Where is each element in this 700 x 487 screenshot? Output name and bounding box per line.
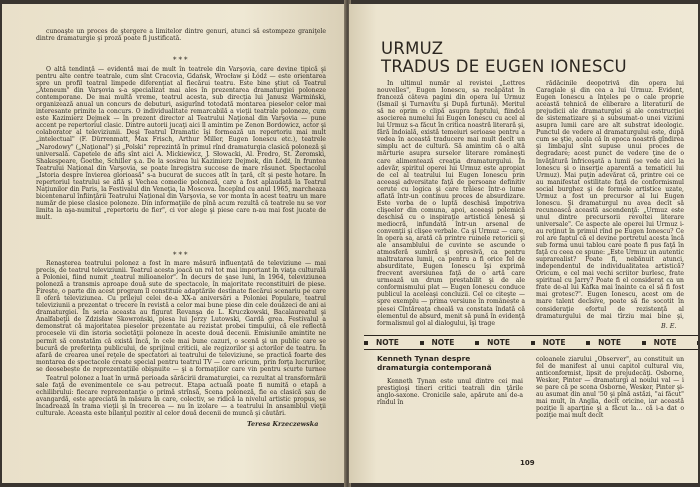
bullet-icon	[420, 341, 424, 345]
notes-band-label: NOTE	[586, 336, 630, 349]
note-column-1: Kenneth Tynan este unul dintre cei mai prestigioşi tineri critici teatrali din ţările anglo-saxone. Cronicile sale, apărute ani de-a rîndul în	[377, 378, 523, 407]
article-column-2: rădăcinile deopotrivă din opera lui Caragiale şi din cea a lui Urmuz. Evident, Eugen Ionescu a înţeles pe o cale proprie această tehnică de eliberare a literaturii de prejudicii ale dramaturgiei şi ale construcţiei de sistematizare şi a subsumat-o unei viziuni asupra lumii care are alt substrat ideologic. Punctul de vedere al dramaturgului este, după cum se ştie, acela că în epoca noastră gîndirea şi limbajul sînt supuse unui proces de degradare; acest punct de vedere ţine de o învăţătură înfricoşată a lumii (se vede aici la Ionescu şi o inserţie aparentă a tematicii lui Urmuz). Mai puţin adevărat că, printre cei ce au manifestat ostilitate faţă de conformismul social burghez şi de formele artistice uzate, Urmuz a fost un precursor al lui Eugen Ionescu. Şi dramaturgul nu avea decît să recunoască această ascendenţă: „Urmuz este unul dintre precursorii revoltei literare universale". Ce aspecte ale operei lui Urmuz i-au reţinut în primul rînd pe Eugen Ionescu? Ce rol are faptul că el devine portretul acesta încă sub forma unui tablou care poate fi pus faţă în faţă cu ceea ce spune: „Este Urmuz un autentic suprarealist? Poate fi, nebănuit atunci, independentul de individualitatea artistică? Oricum, e cel mai vechi scriitor burlesc, frate spiritual cu Jarry? Poate fi el considerat ca un frate de-al lui Kafka mai înainte ca el să fi fost mai grotesc?". Eugen Ionescu, acest om de mare talent decîsive, poate să fie socotit în consideraţie efortul de rezistenţă al dramaturgului de mai tîrziu mai bine şi,	[536, 80, 684, 320]
notes-band-label: NOTE	[642, 336, 686, 349]
notes-band-label	[697, 336, 698, 349]
body-paragraph-theatre-profiles: O altă tendinţă — evidentă mai de mult în teatrele din Varşovia, care devine tipică şi pentru alte centre teatrale, cum sînt Cracovia, Gdańsk, Wrocław şi Łódź — este orientarea spre un profil teatral limpede diferenţiat al fiecărui teatru. Este bine ştiut că Teatrul „Ateneum" din Varşovia s-a specializat mai ales în prezentarea dramaturgiei poloneze contemporane. De mai multă vreme, teatrul acesta, sub direcţia lui Janusz Warmiński, organizează anual un concurs de debuturi, asigurînd totodată montarea pieselor celor mai interesante primite la concurs. O individualitate remarcabilă a vieţii teatrale poloneze, cum este Kazimierz Dejmek — în prezent director al Teatrului Naţional din Varşovia — pune accent pe repertoriul clasic. Dintre autorii jucaţi aici îl amintim pe Zenon Bordowicz, actor şi colaborator al televiziunii. Deşi Teatrul Dramatic îşi formează un repertoriu mai mult „intelectual" (F. Dürrenmatt, Max Frisch, Arthur Miller, Eugen Ionescu etc.), teatrele „Narodowy" („Naţional") şi „Polski" reprezintă în primul rînd dramaturgia clasică poloneză şi universală. Capetele de afiş sînt aici A. Mickiewicz, J. Słowacki, Al. Fredro, St. Żeromski, Shakespeare, Goethe, Schiller ş.a. De la sosirea lui Kazimierz Dejmek, din Łódź, în fruntea Teatrului Naţional din Varşovia, se poate înregistra succese de mare răsunet. Spectacolul „Istoria despre învierea glorioasă" s-a bucurat de succes atît în ţară, cît şi peste hotare. În repertoriul teatrului se află şi Vechea comedie poloneză, care a fost aplaudată la Teatrul Naţiunilor din Paris, la Festivalul din Veneţia, la Moscova. Începînd cu anul 1965, marcheaza bicentenarul înfiinţării Teatrului Naţional din Varşovia, se vor monta în acest teatru un mare număr de piese clasice poloneze. Din informaţiile de pînă acum rezultă că teatrele nu se vor limita la aşa-numitul „repertoriu de fier", ci vor alege şi piese care n-au mai fost jucate de mult.	[36, 66, 326, 221]
bullet-icon	[697, 341, 698, 345]
bullet-icon	[364, 341, 368, 345]
notes-band-label: NOTE	[420, 336, 464, 349]
article-column-1: În ultimul număr al revistei „Lettres nouvelles", Eugen Ionescu, sa recăpătat în franceză câteva pagini din opera lui Urmuz (Ismail şi Turnavitu şi După furtună). Meritul să ne oprim o clipă asupra faptului, fiindcă asocierea numelui lui Eugen Ionescu cu acel al lui Urmuz s-a făcut în critica noastră literară şi, fără îndoială, există temeiuri serioase pentru a vedea în această traducere mai mult decît un simplu act de cultură. Să amintim că o altă mărturie asupra surselor literare româneşti care alimentează creaţia dramaturgului. În adevăr, spiritul operei lui Urmuz este apropiat de cel al teatrului lui Eugen Ionescu prin aceeaşi adversitate faţă de persoane definitiv cerute cu logica şi care trăiesc într-o lume aflată într-un continuu proces de absurdizare. Este vorba de o luptă deschisă împotriva clişeelor din comuna, apoi, aceeaşi polemică deschisă cu o inspiraţie artistică lenesă şi mediocră, infundată într-un arsenal de convenţii şi clişee verbale. Ca şi Urmuz — care, în opera sa, arată că printre ruinele retoricii şi ale ansamblului de cuvinte se ascunde o atmosferă sumbră şi opresivă, ca pentru maltratarea lumii, ca pentru a fi orice fel de absurditate, Eugen Ionescu îşi exprimă frecvent aversiunea faţă de o artă care urmează un drum prestabilit şi de ale conformismului plat — Eugen Ionescu conduce publicul la aceleaşi concluzii. Cel ce citeşte — spre exemplu — prima versiune în românește a piesei Cîntăreaţa cheală va constata îndată că elementul de absurd, menit să pună în evidenţă formalismul gol al dialogului, îşi trage	[377, 80, 525, 327]
page-number: 109	[520, 459, 535, 467]
left-page	[2, 4, 346, 483]
author-signature: Teresa Krzeczewska	[247, 420, 319, 428]
notes-band-label: NOTE	[475, 336, 519, 349]
notes-band	[364, 335, 698, 350]
bullet-icon	[586, 341, 590, 345]
notes-band-label: NOTE	[364, 336, 408, 349]
body-paragraph-conclusion: Teatrul polonez a luat în urmă perioada sărăcirii dramaturgiei, ca rezultat al transformării sale faţă de evenimentele ce s-au petrecut. Etapa actuală poate fi numită o etapă a echilibrului: fiecare reprezentanţie o primă strînsă, Scena poloneză, fie ea clasică sau de avangardă, este apreciată în măsura în care, colectiv, se ridică la nivelul artistic propus, se încadrează în trama vieţii şi în trecerea — nu în izolare — a teatrului în ansamblul vieţii culturale. Aceasta este bilanţul pozitiv al celor două decenii de muncă şi căutări.	[36, 375, 326, 417]
article-title	[381, 40, 627, 76]
body-paragraph-television-theatre: Renaşterea teatrului polonez a fost în mare măsură influenţată de televiziune — mai precis, de teatrul televiziunii. Teatrul acesta joacă un rol tot mai important în viaţa culturală a Poloniei, fiind numit „teatrul milioanelor". În decurs de şase luni, în 1964, televiziunea poloneză a transmis aproape două sute de spectacole, în majoritate reconstituiri de piese. Firește, o parte din acest program îl constituie adaptările destinate fiecărui scenariu pe care îl oferă televiziunea. Cu prilejul celei de-a XX-a aniversări a Poloniei Populare, teatrul televiziunii a prezentat o trecere în revistă a celor mai bune piese din cele douăzeci de ani ai dramaturgiei. În seria aceasta au figurat Revanşa de L. Kruczkowski, Bacalaureatul şi Analfabeţii de Zdzisław Skowroński, piesa lui Jerzy Lutowski, Gardă grea. Festivalul a demonstrat că majoritatea pieselor prezentate au rezistat probei timpului, că ele reflectă procesele vii din istoria societăţii poloneze în aceste două decenii. Emisiunile amintite ne permit să constatăm că există încă, în cele mai bune cazuri, o scenă şi un public care se bucură de preferinţa publicului, de sprijinul criticii, ale regizorilor şi actorilor de teatru. În afară de crearea unei reţele de spectatori ai teatrului de televiziune, se practică foarte des montarea de spectacole create special pentru teatrul TV — care oricum, prin forţa lucrurilor, se deosebește de reprezentațiile obişnuite — şi a formaţiilor care vin pentru scurte turnee	[36, 260, 326, 373]
section-separator: ***	[173, 56, 190, 64]
article-title-line-2: TRADUS DE EUGEN IONESCU	[381, 57, 627, 76]
notes-band-label: NOTE	[531, 336, 575, 349]
right-page	[349, 4, 698, 483]
note-title: Kenneth Tynan despre dramaturgia contemporană	[377, 354, 492, 372]
article-title-line-1: URMUZ	[381, 39, 444, 58]
note-column-2: coloanele ziarului „Observer", au constituit un fel de manifest al unui capitol cultural viu, anticonformist, lipsit de prejudecăţi. Osborne, Wesker, Pinter — dramaturgi al noului val — i se pare că pe scena Osborne, Wesker, Pinter şi-au asumat din anul '50 şi pînă astăzi, "ai făcut" mai mult, în Anglia, decît oricine, iar această poziţie îi aparţine şi a făcut la... că i-a dat o poziţie mai mult decît	[536, 356, 684, 420]
bullet-icon	[642, 341, 646, 345]
bullet-icon	[475, 341, 479, 345]
article-signature: B. E.	[661, 322, 677, 330]
intro-paragraph: cunoaşte un proces de ştergere a limitelor dintre genuri, atunci să estompeze graniţele dintre dramaturgie şi proză poate fi justificată.	[36, 28, 326, 43]
bullet-icon	[531, 341, 535, 345]
section-separator: ***	[173, 251, 190, 259]
